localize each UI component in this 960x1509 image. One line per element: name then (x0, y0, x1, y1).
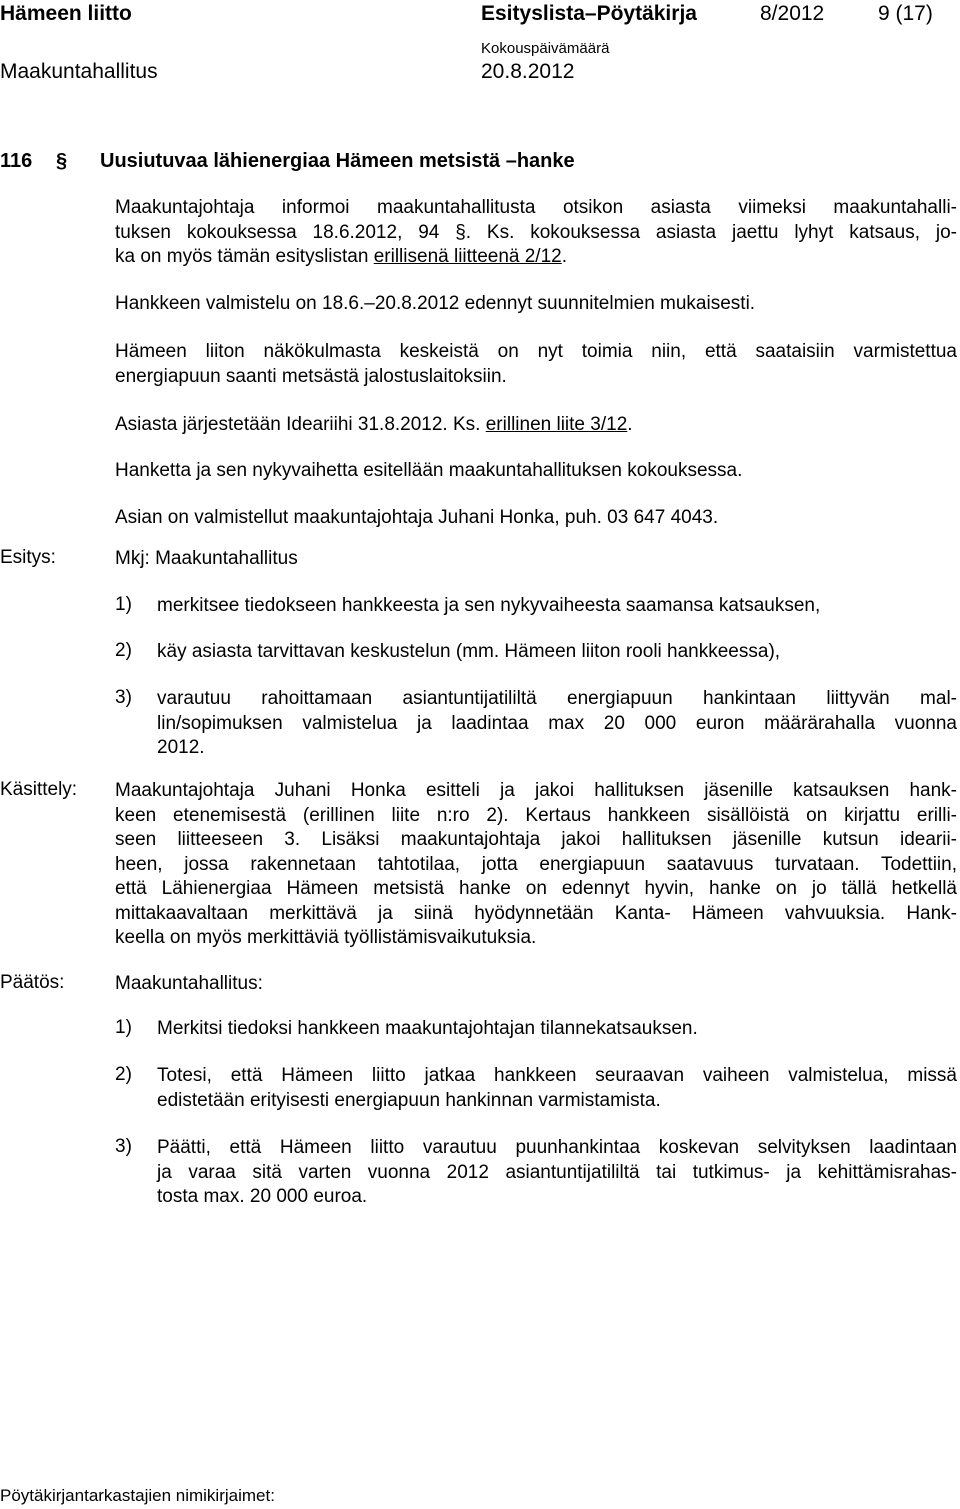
esitys-item-number: 1) (115, 594, 132, 615)
esitys-item-text: käy asiasta tarvittavan keskustelun (mm. Hämeen liiton rooli hankkeessa), (157, 641, 781, 662)
document-type: Esityslista–Pöytäkirja (481, 2, 697, 25)
text-line: tosta max. 20 000 euroa. (157, 1186, 368, 1207)
intro-paragraph-2: Hankkeen valmistelu on 18.6.–20.8.2012 edennyt suunnitelmien mukaisesti. (115, 293, 756, 314)
text-line: 2012. (157, 737, 205, 758)
paatos-item-number: 1) (115, 1017, 132, 1038)
esitys-item-number: 3) (115, 687, 132, 708)
text-line: Maakuntajohtaja informoi maakuntahallitusta otsikon asiasta viimeksi maakuntahalli- (115, 197, 957, 218)
section-title: Uusiutuvaa lähienergiaa Hämeen metsistä –hanke (100, 150, 575, 172)
org-name: Hämeen liitto (0, 2, 132, 25)
text-line: Päätti, että Hämeen liitto varautuu puunhankintaa koskevan selvityksen laadintaan (157, 1137, 957, 1158)
kasittely-label: Käsittely: (0, 779, 78, 800)
intro-paragraph-6: Asian on valmistellut maakuntajohtaja Juhani Honka, puh. 03 647 4043. (115, 507, 719, 528)
text-span: Asiasta järjestetään Ideariihi 31.8.2012. Ks. (115, 414, 486, 435)
text-line: energiapuun saanti metsästä jalostuslaitoksiin. (115, 365, 507, 387)
esitys-item-text: merkitsee tiedokseen hankkeesta ja sen nykyvaiheesta saamansa katsauksen, (157, 595, 821, 616)
esitys-label: Esitys: (0, 547, 56, 568)
esitys-lead: Mkj: Maakuntahallitus (115, 548, 298, 569)
footer-initials-label: Pöytäkirjantarkastajien nimikirjaimet: (0, 1486, 275, 1505)
esitys-item-text (157, 687, 957, 761)
text-line: tuksen kokouksessa 18.6.2012, 94 §. Ks. kokouksessa asiasta jaettu lyhyt katsaus, jo- (115, 221, 957, 243)
intro-paragraph-4 (115, 413, 957, 438)
paatos-label: Päätös: (0, 972, 65, 993)
text-span: . (627, 414, 633, 435)
text-line: mittakaavaltaan merkittävä ja siinä hyödynnetään Kanta- Hämeen vahvuuksia. Hank- (115, 902, 957, 924)
paatos-item-text (157, 1064, 957, 1113)
governing-body: Maakuntahallitus (0, 60, 158, 83)
text-line: heen, jossa rakennetaan tahtotilaa, jotta energiapuun saatavuus turvataan. Todettiin, (115, 853, 957, 875)
page-number: 9 (17) (878, 2, 933, 25)
kasittely-text (115, 779, 957, 951)
meeting-date: 20.8.2012 (481, 60, 575, 83)
text-line (115, 245, 957, 270)
attachment-link-2-12[interactable]: erillisenä liitteenä 2/12 (373, 246, 562, 267)
esitys-item-number: 2) (115, 640, 132, 661)
text-line: ja varaa sitä varten vuonna 2012 asiantuntijatililtä tai tutkimus- ja kehittämisrahas- (157, 1161, 957, 1183)
text-line: varautuu rahoittamaan asiantuntijatililtä energiapuun hankintaan liittyvän mal- (157, 688, 957, 709)
text-line: keen etenemisestä (erillinen liite n:ro 2). Kertaus hankkeen sisällöistä on kirjattu erilli- (115, 804, 957, 826)
text-line: keella on myös merkittäviä työllistämisvaikutuksia. (115, 927, 537, 948)
text-line: edistetään erityisesti energiapuun hankinnan varmistamista. (157, 1089, 661, 1111)
text-span: . (561, 246, 568, 267)
date-label: Kokouspäivämäärä (481, 40, 610, 57)
intro-paragraph-1 (115, 196, 957, 270)
paatos-item-number: 3) (115, 1136, 132, 1157)
text-line: lin/sopimuksen valmistelua ja laadintaa max 20 000 euron määrärahalla vuonna (157, 712, 957, 734)
attachment-link-3-12[interactable]: erillinen liite 3/12 (485, 414, 628, 435)
document-number: 8/2012 (760, 2, 825, 25)
intro-paragraph-5: Hanketta ja sen nykyvaihetta esitellään maakuntahallituksen kokouksessa. (115, 460, 743, 481)
paatos-lead: Maakuntahallitus: (115, 973, 263, 994)
text-line: Hämeen liiton näkökulmasta keskeistä on nyt toimia niin, että saataisiin varmistettua (115, 341, 957, 362)
intro-paragraph-3 (115, 340, 957, 389)
paatos-item-text: Merkitsi tiedoksi hankkeen maakuntajohtajan tilannekatsauksen. (157, 1018, 698, 1039)
section-symbol: § (56, 150, 68, 172)
text-line: Maakuntajohtaja Juhani Honka esitteli ja jakoi hallituksen jäsenille katsauksen hank- (115, 780, 957, 801)
text-line: että Lähienergiaa Hämeen metsistä hanke on edennyt hyvin, hanke on jo tällä hetkellä (115, 878, 957, 899)
paatos-item-text (157, 1136, 957, 1210)
text-line: Totesi, että Hämeen liitto jatkaa hankkeen seuraavan vaiheen valmistelua, missä (157, 1065, 957, 1086)
paatos-item-number: 2) (115, 1064, 132, 1085)
text-span: ka on myös tämän esityslistan (115, 246, 374, 267)
text-line: seen liitteeseen 3. Lisäksi maakuntajohtaja jakoi hallituksen jäsenille kutsun idearii- (115, 829, 957, 850)
section-number: 116 (0, 150, 33, 172)
